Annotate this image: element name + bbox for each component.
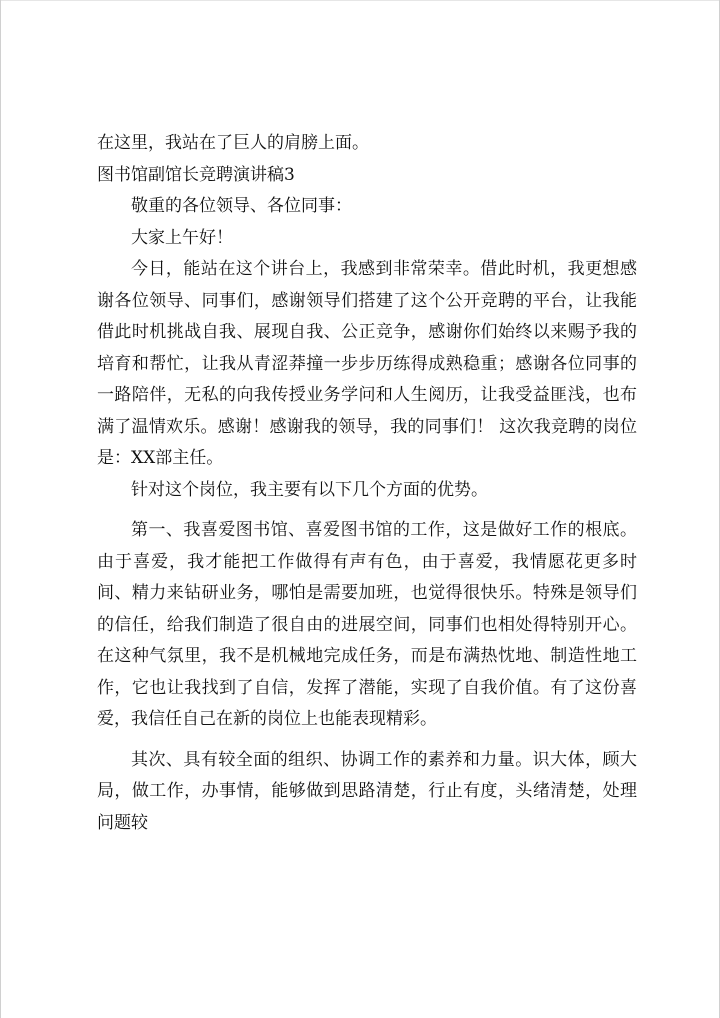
salutation: 敬重的各位领导、各位同事： — [131, 196, 352, 216]
document-body — [97, 128, 637, 839]
page-top-edge — [0, 0, 720, 1]
greeting: 大家上午好！ — [131, 227, 233, 248]
section-title: 图书馆副馆长竞聘演讲稿3 — [97, 164, 295, 185]
paragraph-first-advantage: 第一、我喜爱图书馆、喜爱图书馆的工作，这是做好工作的根底。由于喜爱，我才能把工作做得有声有色，由于喜爱，我情愿花更多时间、精力来钻研业务，哪怕是需要加班，也觉得很快乐。特殊是领导们的信任，给我们制造了很自由的进展空间，同事们也相处得特别开心。在这种气氛里，我不是机械地完成任务，而是布满热忱地、制造性地工作，它也让我找到了自信，发挥了潜能，实现了自我价值。有了这份喜爱，我信任自己在新的岗位上也能表现精彩。 — [97, 520, 637, 729]
paragraph-thanks: 今日，能站在这个讲台上，我感到非常荣幸。借此时机，我更想感谢各位领导、同事们，感谢领导们搭建了这个公开竞聘的平台，让我能借此时机挑战自我、展现自我、公正竞争，感谢你们始终以来赐予我的培育和帮忙，让我从青涩莽撞一步步历练得成熟稳重；感谢各位同事的一路陪伴，无私的向我传授业务学问和人生阅历，让我受益匪浅，也布满了温情欢乐。感谢！感谢我的领导，我的同事们！ 这次我竞聘的岗位是：XX部主任。 — [97, 259, 637, 468]
paragraph-advantages-intro: 针对这个岗位，我主要有以下几个方面的优势。 — [131, 479, 488, 500]
paragraph-second-advantage: 其次、具有较全面的组织、协调工作的素养和力量。识大体，顾大局，做工作，办事情，能够做到思路清楚，行止有度，头绪清楚，处理问题较 — [97, 749, 637, 833]
page-left-edge — [0, 0, 1, 1018]
closing-sentence: 在这里，我站在了巨人的肩膀上面。 — [97, 133, 369, 153]
